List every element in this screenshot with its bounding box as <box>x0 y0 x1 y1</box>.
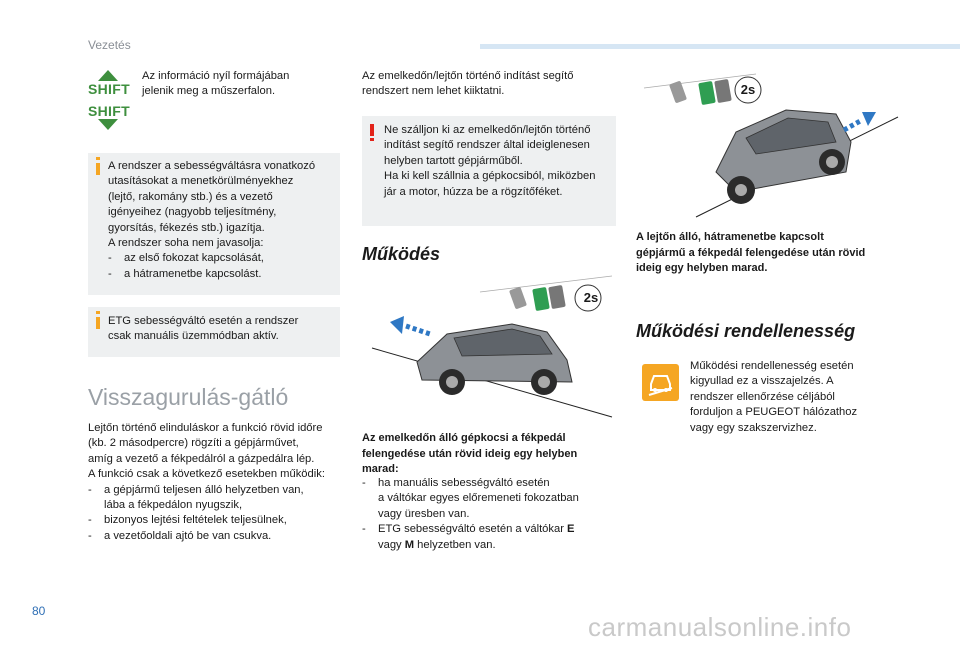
pedal-icon <box>669 81 687 104</box>
malfunction-text: Működési rendellenesség esetén kigyullad ez a visszajelzés. A rendszer ellenőrzése céljából forduljon a PEUGEOT hálózathoz vagy egy szakszervizhez. <box>690 360 858 434</box>
header-bar <box>480 44 960 49</box>
info-box-etg <box>88 307 340 357</box>
info-icon <box>96 157 100 160</box>
list-item: - bizonyos lejtési feltételek teljesülnek, <box>88 513 350 528</box>
list-item: - a vezetőoldali ajtó be van csukva. <box>88 529 350 544</box>
arrow-down-icon <box>98 119 118 130</box>
list-item: - ha manuális sebességváltó esetén a váltókar egyes előremeneti fokozatban vagy üresben van. <box>362 476 617 522</box>
pedal-icon <box>698 81 716 105</box>
info-icon <box>96 311 100 314</box>
shift-down-label: SHIFT <box>88 103 130 119</box>
list-item: - az első fokozat kapcsolását, <box>108 251 338 266</box>
page-number: 80 <box>32 604 46 618</box>
hill-start-title: Visszagurulás-gátló <box>88 384 289 410</box>
info-box-gearshift-text: A rendszer a sebességváltásra vonatkozó utasításokat a menetkörülményekhez (lejtő, rakomány stb.) és a vezető igényeihez (nagyobb teljesítmény, gyorsítás, fékezés stb.) igazítja. A rendszer soha nem javasolja: - az első fokozat kapcsolását, - a hátramenetbe kapcsolást. <box>108 159 338 282</box>
info-box-etg-text: ETG sebességváltó esetén a rendszer csak manuális üzemmódban aktív. <box>108 315 299 343</box>
section-title: Vezetés <box>88 38 131 52</box>
list-item: - ETG sebességváltó esetén a váltókar E vagy M helyzetben van. <box>362 522 617 553</box>
pedal-icon <box>548 285 566 309</box>
info-box-gearshift <box>88 153 340 295</box>
list-item: - a gépjármű teljesen álló helyzetben van, lába a fékpedálon nyugszik, <box>88 483 350 514</box>
downhill-car-illustration <box>636 62 900 222</box>
uphill-conditions <box>362 476 617 553</box>
watermark: carmanualsonline.info <box>588 612 852 642</box>
arrow-up-icon <box>98 70 118 81</box>
pedal-icon <box>509 287 527 310</box>
warning-box-text: Ne szálljon ki az emelkedőn/lejtőn történő indítást segítő rendszer által ideiglenesen helyben tartott gépjárműből. Ha ki kell szállnia a gépkocsiból, miközben jár a motor, húzza be a rögzítőféket. <box>384 124 596 198</box>
malfunction-title: Működési rendellenesség <box>636 321 856 341</box>
timer-badge-label: 2s <box>740 82 756 97</box>
shift-indicator-text: Az információ nyíl formájában jelenik meg a műszerfalon. <box>142 70 290 98</box>
operation-title: Működés <box>362 244 441 264</box>
warning-icon <box>370 124 374 136</box>
downhill-caption: A lejtőn álló, hátramenetbe kapcsolt gépjármű a fékpedál felengedése után rövid ideig egy helyben marad. <box>636 231 866 274</box>
hill-start-text: Lejtőn történő elinduláskor a funkció rövid időre (kb. 2 másodpercre) rögzíti a gépjárművet, amíg a vezető a fékpedálról a gázpedálra lép. A funkció csak a következő esetekben működik: - a gépjármű teljesen álló helyzetben van, lába a fékpedálon nyugszik, - bizonyos lejtési feltételek teljesülnek, - a vezetőoldali ajtó be van csukva. <box>88 421 350 544</box>
arrow-back-icon <box>862 112 876 126</box>
timer-badge-label: 2s <box>583 290 599 305</box>
pedal-icon <box>714 79 732 103</box>
hill-start-intro: Az emelkedőn/lejtőn történő indítást segítő rendszert nem lehet kiiktatni. <box>362 70 574 98</box>
shift-indicator-icon <box>88 70 128 130</box>
uphill-caption: Az emelkedőn álló gépkocsi a fékpedál felengedése után rövid ideig egy helyben marad: <box>362 432 578 475</box>
hill-assist-warning-icon <box>642 364 679 401</box>
warning-box <box>362 116 616 226</box>
arrow-back-icon <box>390 316 404 334</box>
pedal-icon <box>532 287 550 311</box>
list-item: - a hátramenetbe kapcsolást. <box>108 267 338 282</box>
shift-up-label: SHIFT <box>88 81 130 97</box>
